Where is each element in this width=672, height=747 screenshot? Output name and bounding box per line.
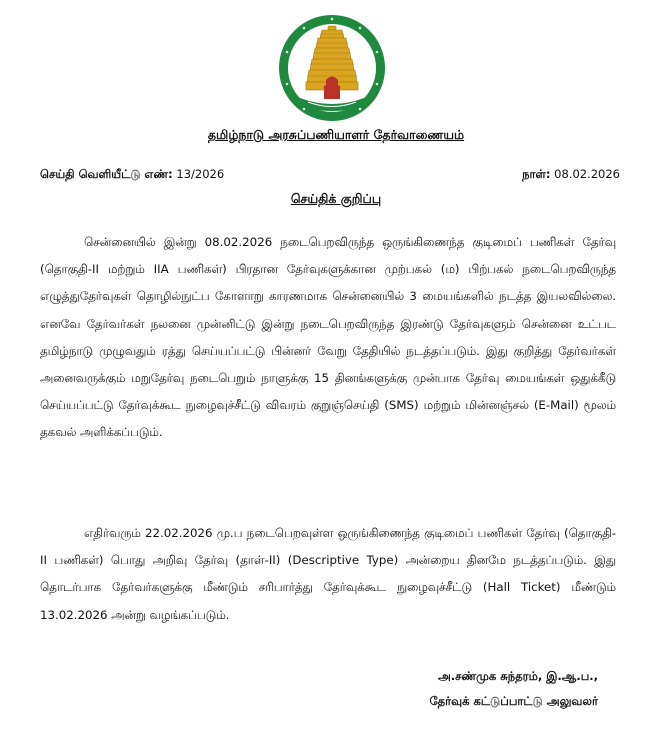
release-number-label: செய்தி வெளியீட்டு எண்: bbox=[40, 167, 173, 181]
tamil-nadu-state-emblem-icon bbox=[274, 12, 390, 124]
release-date-label: நாள்: bbox=[522, 167, 551, 181]
release-meta-row bbox=[40, 167, 620, 185]
document-heading: செய்திக் குறிப்பு bbox=[290, 191, 382, 206]
body-paragraph-1: சென்னையில் இன்று 08.02.2026 நடைபெறவிருந்த ஒருங்கிணைந்த குடிமைப் பணிகள் தேர்வு (தொகுதி-II மற்றும் IIA பணிகள்) பிரதான தேர்வுகளுக்கான முற்பகல் (ம) பிற்பகல் நடைபெறவிருந்த எழுத்துதேர்வுகள் தொழில்நுட்ப கோளாறு காரணமாக சென்னையில் 3 மையங்களில் நடத்த இயலவில்லை. எனவே தேர்வர்கள் நலனை முன்னிட்டு இன்று நடைபெறவிருந்த இரண்டு தேர்வுகளும் சென்னை உட்பட தமிழ்நாடு முழுவதும் ரத்து செய்யப்பட்டு பின்னர் வேறு தேதியில் நடத்தப்படும். இது குறித்து தேர்வர்கள் அனைவருக்கும் மறுதேர்வு நடைபெறும் நாளுக்கு 15 தினங்களுக்கு முன்பாக தேர்வு மையங்கள் ஒதுக்கீடு செய்யப்பட்டு தேர்வுக்கூட நுழைவுச்சீட்டு விவரம் குறுஞ்செய்தி (SMS) மற்றும் மின்னஞ்சல் (E-Mail) மூலம் தகவல் அளிக்கப்படும். bbox=[40, 235, 616, 440]
release-date-value: 08.02.2026 bbox=[550, 167, 620, 181]
release-date bbox=[522, 167, 620, 183]
organization-title: தமிழ்நாடு அரசுப்பணியாளர் தேர்வாணையம் bbox=[207, 127, 465, 142]
body-paragraph-2: எதிர்வரும் 22.02.2026 மு.ப நடைபெறவுள்ள ஒருங்கிணைந்த குடிமைப் பணிகள் தேர்வு (தொகுதி-II பணிகள்) பொது அறிவு தேர்வு (தாள்-II) (Descriptive Type) அன்றைய தினமே நடத்தப்படும். இது தொடர்பாக தேர்வர்களுக்கு மீண்டும் சரிபார்த்து தேர்வுக்கூட நுழைவுச்சீட்டு (Hall Ticket) மீண்டும் 13.02.2026 அன்று வழங்கப்படும். bbox=[40, 526, 616, 622]
release-number-value: 13/2026 bbox=[172, 167, 225, 181]
signatory-name: அ.சண்முக சுந்தரம், இ.ஆ.ப., bbox=[438, 669, 598, 683]
signatory-designation: தேர்வுக் கட்டுப்பாட்டு அலுவலர் bbox=[429, 694, 598, 708]
release-number bbox=[40, 167, 224, 183]
